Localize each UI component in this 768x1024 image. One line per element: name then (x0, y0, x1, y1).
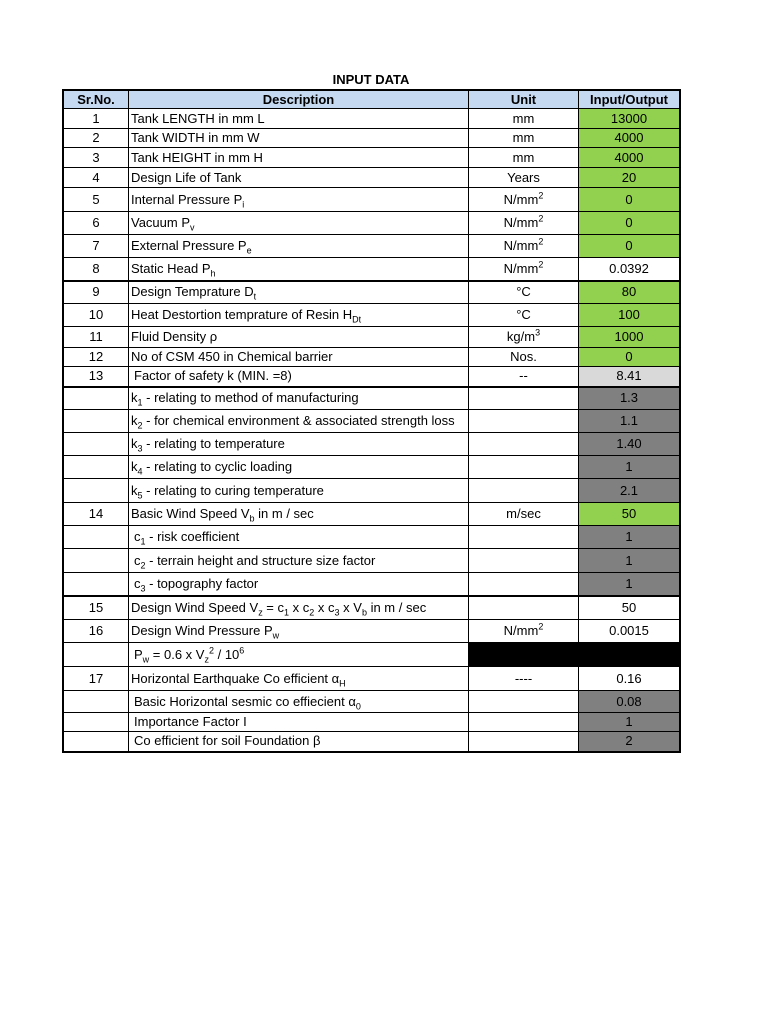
row-description: Basic Horizontal sesmic co effiecient $\alpha_0$ (129, 691, 469, 713)
row-srno: 7 (63, 235, 129, 258)
table-row (63, 573, 680, 596)
row-srno: 15 (63, 596, 129, 620)
row-value[interactable]: 2 (579, 732, 681, 752)
table-row (63, 620, 680, 643)
row-value[interactable]: 50 (579, 596, 681, 620)
table-row (63, 549, 680, 573)
row-srno: 3 (63, 148, 129, 168)
row-description: $k_1$ - relating to method of manufacturing (129, 387, 469, 410)
row-unit: °C (469, 281, 579, 304)
table-row (63, 667, 680, 691)
table-row (63, 596, 680, 620)
table-row (63, 526, 680, 549)
row-value[interactable]: 0.08 (579, 691, 681, 713)
row-srno (63, 549, 129, 573)
row-value[interactable]: 1 (579, 713, 681, 732)
row-description: $c_3$ - topography factor (129, 573, 469, 596)
row-description: Design Life of Tank (129, 168, 469, 188)
row-description: Design Wind Speed $V_z = c_1$ x $c_2$ x $c_3$ x $V_b$ in m / sec (129, 596, 469, 620)
row-unit: mm (469, 148, 579, 168)
row-value[interactable]: 1 (579, 526, 681, 549)
table-row (63, 643, 680, 667)
header-unit: Unit (469, 90, 579, 109)
row-description: Tank WIDTH in mm W (129, 129, 469, 148)
row-description: $k_5$ - relating to curing temperature (129, 479, 469, 503)
header-srno: Sr.No. (63, 90, 129, 109)
row-value[interactable]: 0 (579, 348, 681, 367)
row-value[interactable]: 0 (579, 235, 681, 258)
row-description: Tank LENGTH in mm L (129, 109, 469, 129)
row-srno (63, 573, 129, 596)
row-value[interactable]: 100 (579, 304, 681, 327)
row-value[interactable]: 1.3 (579, 387, 681, 410)
row-unit (469, 410, 579, 433)
row-unit: $N/mm^2$ (469, 258, 579, 281)
row-srno (63, 526, 129, 549)
row-description: $k_4$ - relating to cyclic loading (129, 456, 469, 479)
row-value[interactable]: 1.1 (579, 410, 681, 433)
row-srno: 12 (63, 348, 129, 367)
row-value[interactable]: 0 (579, 188, 681, 212)
row-value[interactable]: 20 (579, 168, 681, 188)
row-srno (63, 410, 129, 433)
row-value[interactable]: 0.0015 (579, 620, 681, 643)
input-data-table (62, 89, 681, 753)
row-srno (63, 691, 129, 713)
row-unit: $N/mm^2$ (469, 620, 579, 643)
table-row (63, 281, 680, 304)
row-description: Factor of safety k (MIN. =8) (129, 367, 469, 387)
row-unit (469, 549, 579, 573)
row-value[interactable]: 0 (579, 212, 681, 235)
table-row (63, 367, 680, 387)
row-unit: -- (469, 367, 579, 387)
table-row (63, 327, 680, 348)
row-value[interactable]: 1 (579, 456, 681, 479)
row-srno: 11 (63, 327, 129, 348)
row-srno: 13 (63, 367, 129, 387)
row-unit (469, 732, 579, 752)
row-unit: $kg/m^3$ (469, 327, 579, 348)
table-body (63, 109, 680, 752)
row-unit: Years (469, 168, 579, 188)
table-row (63, 129, 680, 148)
row-description: Co efficient for soil Foundation β (129, 732, 469, 752)
row-unit (469, 433, 579, 456)
row-unit: mm (469, 109, 579, 129)
table-row (63, 410, 680, 433)
row-value[interactable]: 1.40 (579, 433, 681, 456)
table-row (63, 235, 680, 258)
row-unit (469, 456, 579, 479)
table-row (63, 691, 680, 713)
row-description: Heat Destortion temprature of Resin $H_{Dt}$ (129, 304, 469, 327)
table-row (63, 109, 680, 129)
row-srno (63, 643, 129, 667)
row-srno: 6 (63, 212, 129, 235)
table-row (63, 348, 680, 367)
row-unit: $N/mm^2$ (469, 188, 579, 212)
row-value[interactable]: 4000 (579, 129, 681, 148)
row-value (579, 643, 681, 667)
table-row (63, 258, 680, 281)
table-row (63, 304, 680, 327)
row-description: Design Temprature $D_t$ (129, 281, 469, 304)
row-value[interactable]: 80 (579, 281, 681, 304)
row-srno (63, 732, 129, 752)
row-srno: 1 (63, 109, 129, 129)
table-row (63, 732, 680, 752)
row-unit: $N/mm^2$ (469, 235, 579, 258)
row-unit: Nos. (469, 348, 579, 367)
row-unit: $N/mm^2$ (469, 212, 579, 235)
row-unit (469, 596, 579, 620)
row-value[interactable]: 0.0392 (579, 258, 681, 281)
row-srno (63, 713, 129, 732)
row-unit: °C (469, 304, 579, 327)
table-row (63, 188, 680, 212)
table-row (63, 479, 680, 503)
row-value[interactable]: 2.1 (579, 479, 681, 503)
row-description: Fluid Density ρ (129, 327, 469, 348)
header-input-output: Input/Output (579, 90, 681, 109)
row-unit (469, 643, 579, 667)
table-row (63, 503, 680, 526)
row-description: $k_2$ - for chemical environment & associated strength loss (129, 410, 469, 433)
header-description: Description (129, 90, 469, 109)
row-value[interactable]: 4000 (579, 148, 681, 168)
row-description: Internal Pressure $P_i$ (129, 188, 469, 212)
row-unit (469, 526, 579, 549)
row-description: External Pressure $P_e$ (129, 235, 469, 258)
row-srno (63, 479, 129, 503)
row-value[interactable]: 0.16 (579, 667, 681, 691)
row-srno (63, 387, 129, 410)
table-row (63, 387, 680, 410)
row-value[interactable]: 1 (579, 573, 681, 596)
row-unit (469, 573, 579, 596)
row-description: Importance Factor I (129, 713, 469, 732)
row-description: $c_1$ - risk coefficient (129, 526, 469, 549)
row-unit (469, 691, 579, 713)
row-srno: 10 (63, 304, 129, 327)
row-srno: 17 (63, 667, 129, 691)
row-srno (63, 456, 129, 479)
row-unit: m/sec (469, 503, 579, 526)
row-description: Design Wind Pressure $P_w$ (129, 620, 469, 643)
row-description: Tank HEIGHT in mm H (129, 148, 469, 168)
row-srno: 14 (63, 503, 129, 526)
row-value[interactable]: 13000 (579, 109, 681, 129)
table-row (63, 148, 680, 168)
row-unit: mm (469, 129, 579, 148)
row-description: $k_3$ - relating to temperature (129, 433, 469, 456)
row-description: $c_2$ - terrain height and structure size factor (129, 549, 469, 573)
table-row (63, 456, 680, 479)
row-description: Horizontal Earthquake Co efficient $\alpha_H$ (129, 667, 469, 691)
row-srno: 4 (63, 168, 129, 188)
row-description: Basic Wind Speed $V_b$ in m / sec (129, 503, 469, 526)
row-description: Vacuum $P_v$ (129, 212, 469, 235)
row-description: Static Head $P_h$ (129, 258, 469, 281)
row-value[interactable]: 50 (579, 503, 681, 526)
row-unit (469, 479, 579, 503)
row-unit (469, 713, 579, 732)
row-description: No of CSM 450 in Chemical barrier (129, 348, 469, 367)
row-description: $P_w = 0.6$ x $V_z^2 / 10^6$ (129, 643, 469, 667)
row-value[interactable]: 1000 (579, 327, 681, 348)
row-srno: 5 (63, 188, 129, 212)
row-srno: 16 (63, 620, 129, 643)
row-srno: 9 (63, 281, 129, 304)
table-row (63, 433, 680, 456)
table-row (63, 713, 680, 732)
row-unit (469, 387, 579, 410)
row-unit: ---- (469, 667, 579, 691)
row-srno: 8 (63, 258, 129, 281)
header-row (63, 90, 680, 109)
table-row (63, 212, 680, 235)
row-srno (63, 433, 129, 456)
table-row (63, 168, 680, 188)
row-value[interactable]: 8.41 (579, 367, 681, 387)
page-title: INPUT DATA (332, 72, 410, 87)
row-srno: 2 (63, 129, 129, 148)
row-value[interactable]: 1 (579, 549, 681, 573)
